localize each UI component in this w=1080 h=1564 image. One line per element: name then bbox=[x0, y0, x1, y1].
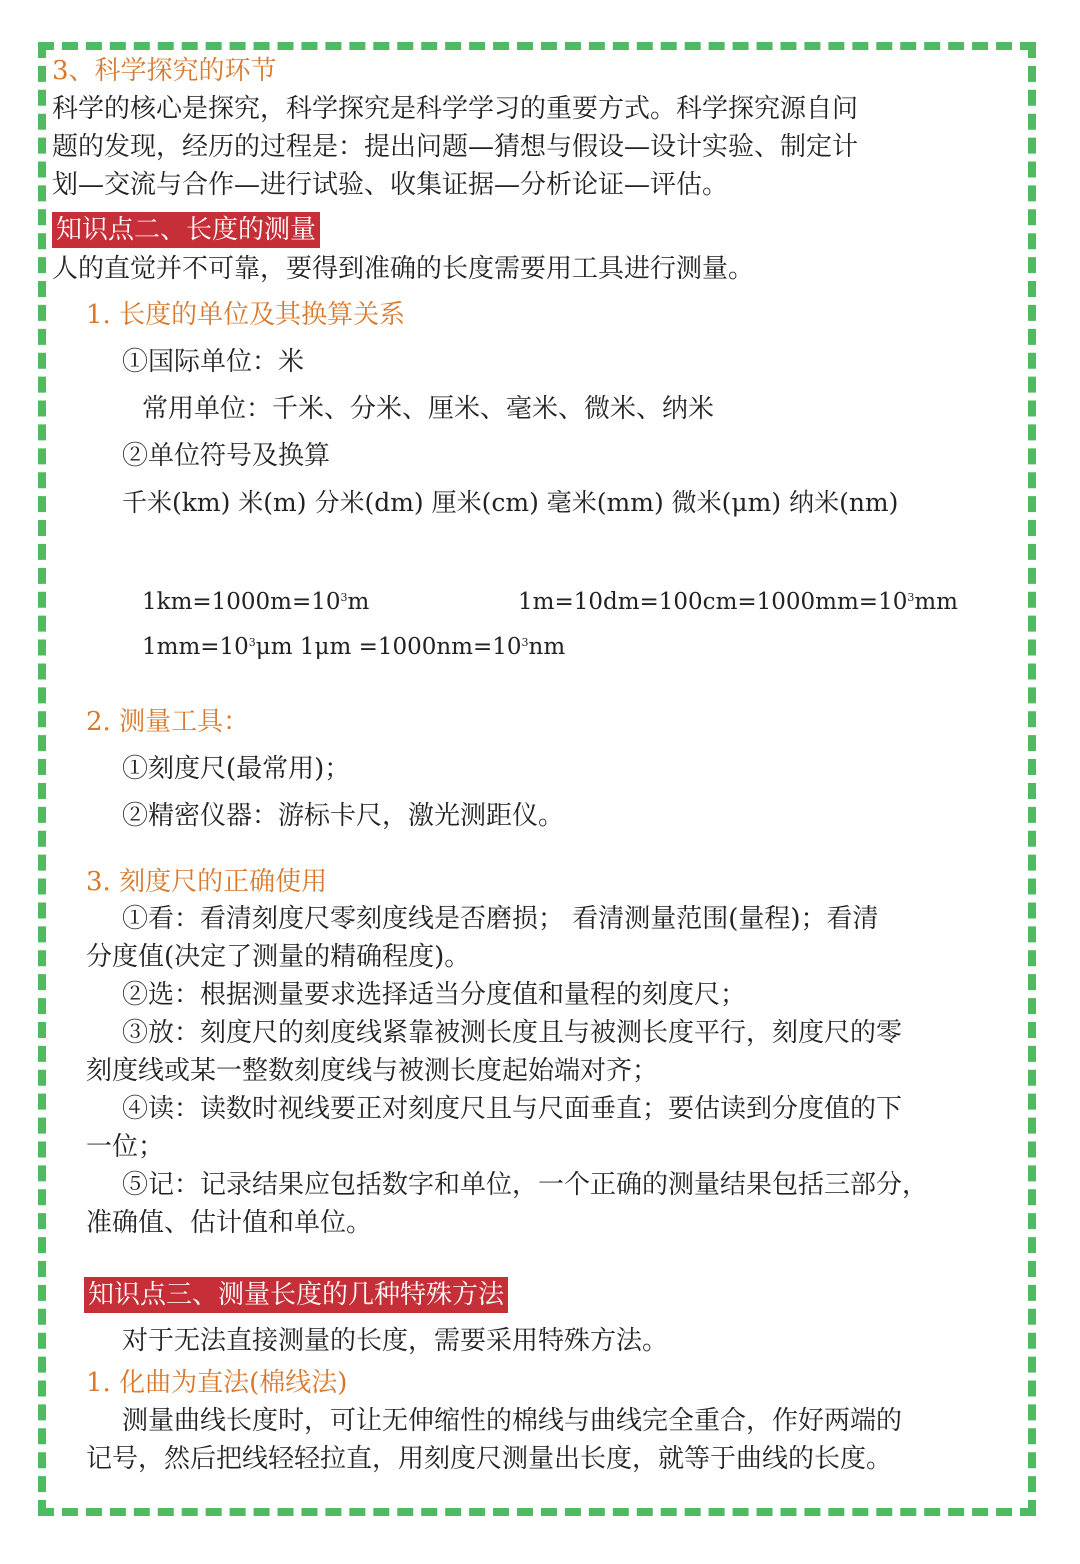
formula-nm-unit: nm bbox=[528, 634, 566, 660]
formula-m-unit: mm bbox=[914, 589, 958, 615]
kp3-tag: 知识点三、测量长度的几种特殊方法 bbox=[84, 1277, 508, 1313]
kp2-intro: 人的直觉并不可靠，要得到准确的长度需要用工具进行测量。 bbox=[52, 254, 755, 284]
ruler-line-1: ①看：看清刻度尺零刻度线是否磨损； 看清测量范围(量程)；看清 bbox=[122, 904, 879, 934]
formula-km-exp: 3 bbox=[340, 591, 348, 604]
kp2-tag: 知识点二、长度的测量 bbox=[52, 212, 320, 248]
ruler-line-2: 分度值(决定了测量的精确程度)。 bbox=[86, 942, 471, 972]
formula-m bbox=[518, 583, 958, 621]
kp3-line-2: 记号，然后把线轻轻拉直，用刻度尺测量出长度，就等于曲线的长度。 bbox=[86, 1444, 893, 1474]
formula-mm bbox=[142, 628, 565, 666]
unit-symbols-line: 千米(km) 米(m) 分米(dm) 厘米(cm) 毫米(mm) 微米(μm) 纳米(nm) bbox=[122, 488, 899, 517]
formula-km-unit: m bbox=[347, 589, 370, 615]
tool-item-2: ②精密仪器：游标卡尺，激光测距仪。 bbox=[122, 801, 565, 831]
formula-mm-exp: 3 bbox=[248, 636, 256, 649]
ruler-line-5: 刻度线或某一整数刻度线与被测长度起始端对齐； bbox=[86, 1056, 659, 1086]
kp3-intro: 对于无法直接测量的长度，需要采用特殊方法。 bbox=[122, 1326, 669, 1356]
kp2-sub1-title: 1. 长度的单位及其换算关系 bbox=[86, 300, 406, 330]
section3-line-3: 划—交流与合作—进行试验、收集证据—分析论证—评估。 bbox=[52, 170, 729, 200]
ruler-line-8: ⑤记：记录结果应包括数字和单位，一个正确的测量结果包括三部分， bbox=[122, 1170, 929, 1200]
formula-um-exp: 3 bbox=[521, 636, 529, 649]
common-units-line: 常用单位：千米、分米、厘米、毫米、微米、纳米 bbox=[142, 394, 715, 424]
formula-km-text: 1km=1000m=10 bbox=[142, 589, 341, 615]
kp2-tag-row bbox=[52, 211, 320, 249]
kp3-tag-row bbox=[84, 1276, 508, 1314]
ruler-line-3: ②选：根据测量要求选择适当分度值和量程的刻度尺； bbox=[122, 980, 747, 1010]
section3-heading: 3、科学探究的环节 bbox=[52, 56, 277, 86]
ruler-line-7: 一位； bbox=[86, 1132, 165, 1162]
formula-um-text: μm 1μm =1000nm=10 bbox=[255, 634, 522, 660]
kp3-line-1: 测量曲线长度时，可让无伸缩性的棉线与曲线完全重合，作好两端的 bbox=[122, 1406, 903, 1436]
ruler-line-6: ④读：读数时视线要正对刻度尺且与尺面垂直；要估读到分度值的下 bbox=[122, 1094, 903, 1124]
formula-mm-text: 1mm=10 bbox=[142, 634, 249, 660]
kp2-sub3-title: 3. 刻度尺的正确使用 bbox=[86, 867, 328, 897]
section3-line-1: 科学的核心是探究，科学探究是科学学习的重要方式。科学探究源自问 bbox=[52, 94, 859, 124]
kp3-sub1-title: 1. 化曲为直法(棉线法) bbox=[86, 1368, 348, 1398]
symbols-title: ②单位符号及换算 bbox=[122, 441, 331, 471]
formula-m-exp: 3 bbox=[907, 591, 915, 604]
ruler-line-9: 准确值、估计值和单位。 bbox=[86, 1208, 373, 1238]
tool-item-1: ①刻度尺(最常用)； bbox=[122, 754, 351, 784]
kp2-sub2-title: 2. 测量工具： bbox=[86, 707, 250, 737]
formula-m-text: 1m=10dm=100cm=1000mm=10 bbox=[518, 589, 908, 615]
formula-km bbox=[142, 583, 369, 621]
ruler-line-4: ③放：刻度尺的刻度线紧靠被测长度且与被测长度平行，刻度尺的零 bbox=[122, 1018, 903, 1048]
section3-line-2: 题的发现，经历的过程是：提出问题—猜想与假设—设计实验、制定计 bbox=[52, 132, 859, 162]
si-unit-line: ①国际单位：米 bbox=[122, 347, 305, 377]
